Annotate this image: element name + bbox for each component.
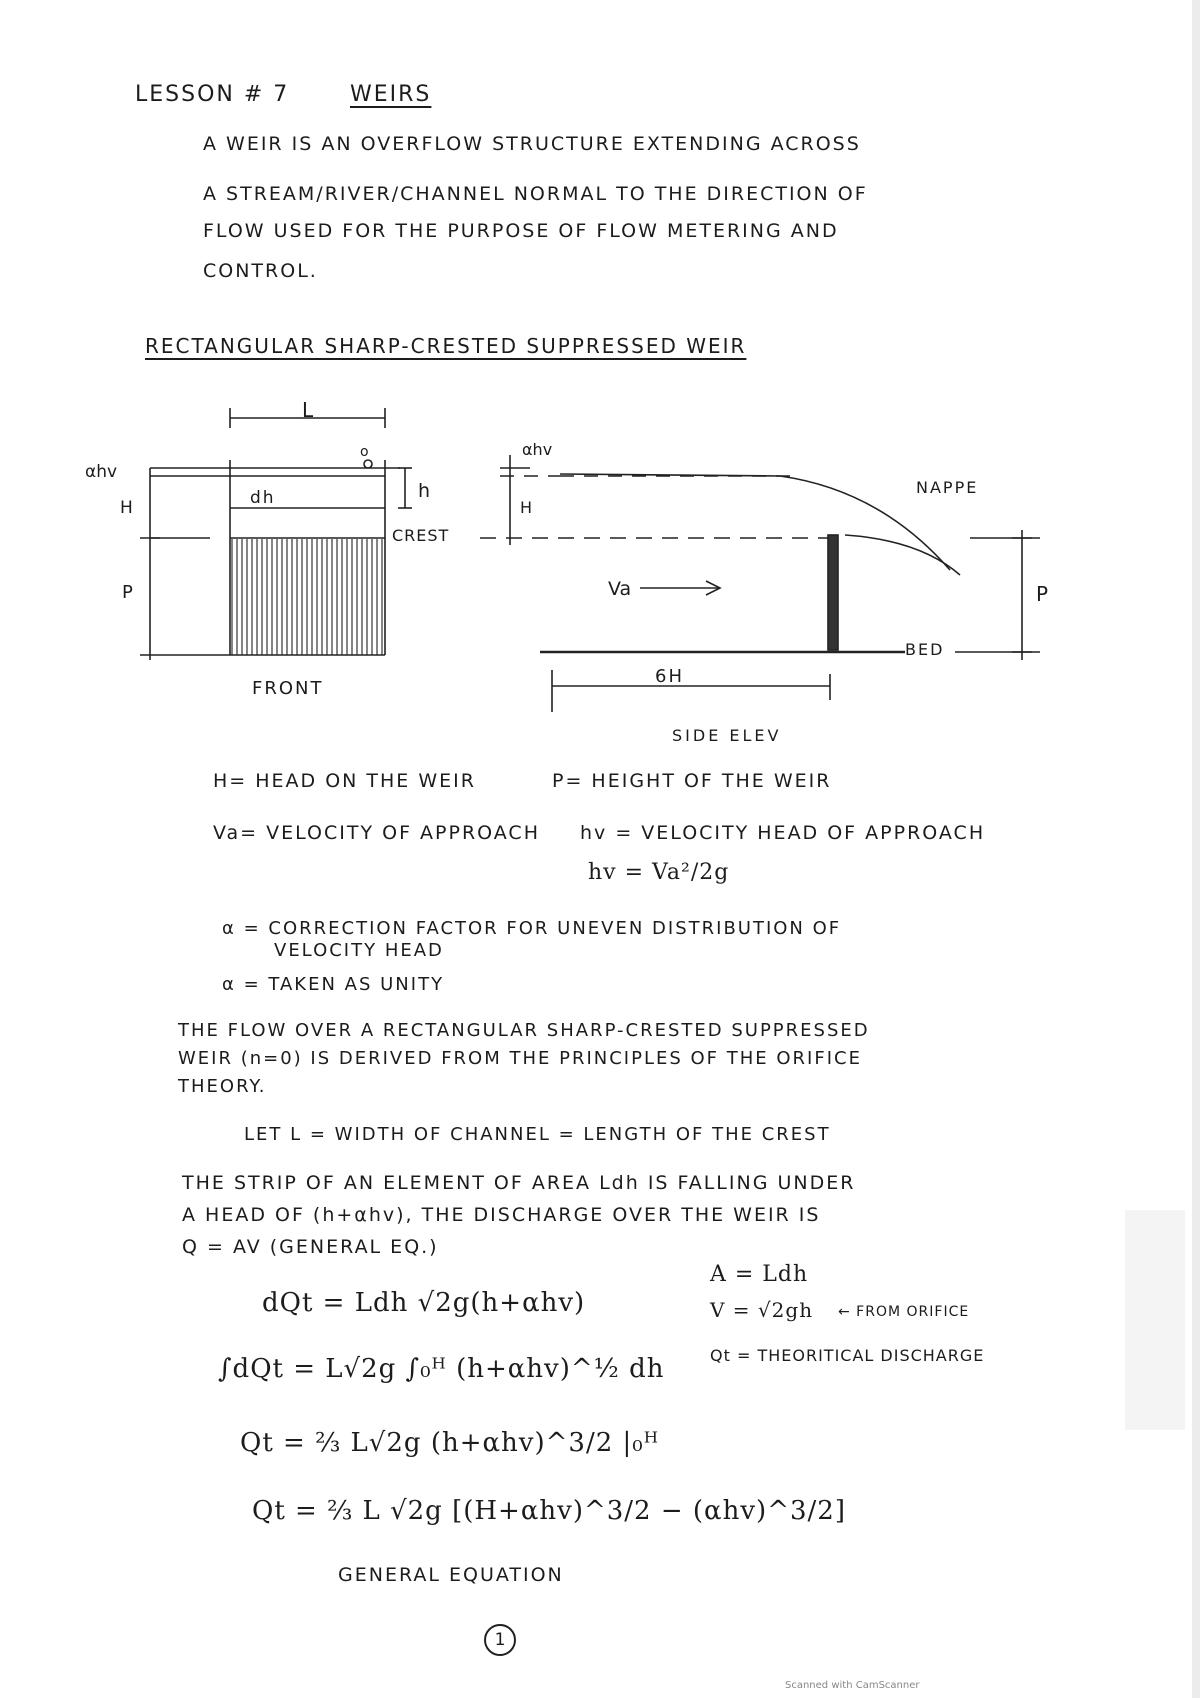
intro-line-4: CONTROL. [203, 260, 318, 282]
nappe-label: NAPPE [916, 478, 979, 497]
front-h-label: h [418, 480, 433, 502]
lesson-title: WEIRS [350, 82, 432, 107]
side-H-label: H [520, 498, 535, 517]
def-hv: hv = VELOCITY HEAD OF APPROACH [580, 822, 986, 844]
front-ahv-label: αhv [85, 462, 118, 482]
general-equation-label: GENERAL EQUATION [338, 1564, 564, 1586]
note-Qt: Qt = THEORITICAL DISCHARGE [710, 1346, 985, 1365]
para2-line-1: THE STRIP OF AN ELEMENT OF AREA Ldh IS FALLING UNDER [182, 1172, 856, 1194]
para1-line-2: WEIR (n=0) IS DERIVED FROM THE PRINCIPLES OF THE ORIFICE [178, 1048, 862, 1069]
intro-line-2: A STREAM/RIVER/CHANNEL NORMAL TO THE DIRECTION OF [203, 183, 868, 205]
nappe-lower [845, 535, 960, 575]
alpha-unity: α = TAKEN AS UNITY [222, 974, 445, 995]
side-ahv-label: αhv [522, 440, 553, 459]
weir-diagram [0, 0, 1200, 760]
front-view [140, 408, 412, 660]
side-P-label: P [1036, 582, 1051, 606]
va-label: Va [608, 578, 632, 600]
let-line: LET L = WIDTH OF CHANNEL = LENGTH OF THE CREST [244, 1124, 831, 1145]
para2-line-2: A HEAD OF (h+αhv), THE DISCHARGE OVER THE WEIR IS [182, 1204, 821, 1226]
front-caption: FRONT [252, 678, 324, 699]
weir-body-hatched [231, 539, 384, 655]
para2-line-3: Q = AV (GENERAL EQ.) [182, 1236, 439, 1258]
scanner-footer: Scanned with CamScanner [785, 1680, 920, 1691]
alpha-def-2: VELOCITY HEAD [274, 940, 444, 961]
section-title: RECTANGULAR SHARP-CRESTED SUPPRESSED WEIR [145, 334, 747, 358]
water-surface [560, 474, 950, 570]
note-A: A = Ldh [710, 1262, 809, 1287]
front-H-label: H [120, 498, 135, 518]
side-watermark-strip [1125, 1210, 1185, 1430]
page-number: 1 [484, 1624, 516, 1656]
bed-label: BED [905, 640, 945, 659]
front-dh-label: dh [250, 488, 276, 508]
intro-line-1: A WEIR IS AN OVERFLOW STRUCTURE EXTENDING ACROSS [203, 133, 861, 155]
front-P-label: P [122, 582, 135, 603]
front-o-label: o [360, 444, 371, 460]
equation-3: Qt = ⅔ L√2g (h+αhv)^3/2 |₀ᴴ [240, 1428, 659, 1458]
note-from-orifice: ← FROM ORIFICE [838, 1304, 970, 1320]
alpha-def-1: α = CORRECTION FACTOR FOR UNEVEN DISTRIBUTION OF [222, 918, 842, 939]
equation-2: ∫dQt = L√2g ∫₀ᴴ (h+αhv)^½ dh [218, 1354, 665, 1384]
weir-plate [828, 535, 838, 650]
para1-line-1: THE FLOW OVER A RECTANGULAR SHARP-CRESTED SUPPRESSED [178, 1020, 870, 1041]
intro-line-3: FLOW USED FOR THE PURPOSE OF FLOW METERING AND [203, 220, 839, 242]
def-P: P= HEIGHT OF THE WEIR [552, 770, 832, 792]
def-Va: Va= VELOCITY OF APPROACH [213, 822, 540, 844]
equation-1: dQt = Ldh √2g(h+αhv) [262, 1288, 586, 1318]
equation-4: Qt = ⅔ L √2g [(H+αhv)^3/2 − (αhv)^3/2] [252, 1496, 846, 1526]
def-H: H= HEAD ON THE WEIR [213, 770, 476, 792]
para1-line-3: THEORY. [178, 1076, 267, 1097]
lesson-number: LESSON # 7 [135, 82, 290, 107]
crest-label: CREST [392, 526, 450, 545]
hv-formula: hv = Va²/2g [588, 860, 730, 885]
front-L-label: L [302, 398, 316, 422]
note-V: V = √2gh [710, 1298, 814, 1322]
side-caption: SIDE ELEV [672, 726, 782, 745]
six-H-label: 6H [655, 666, 684, 687]
